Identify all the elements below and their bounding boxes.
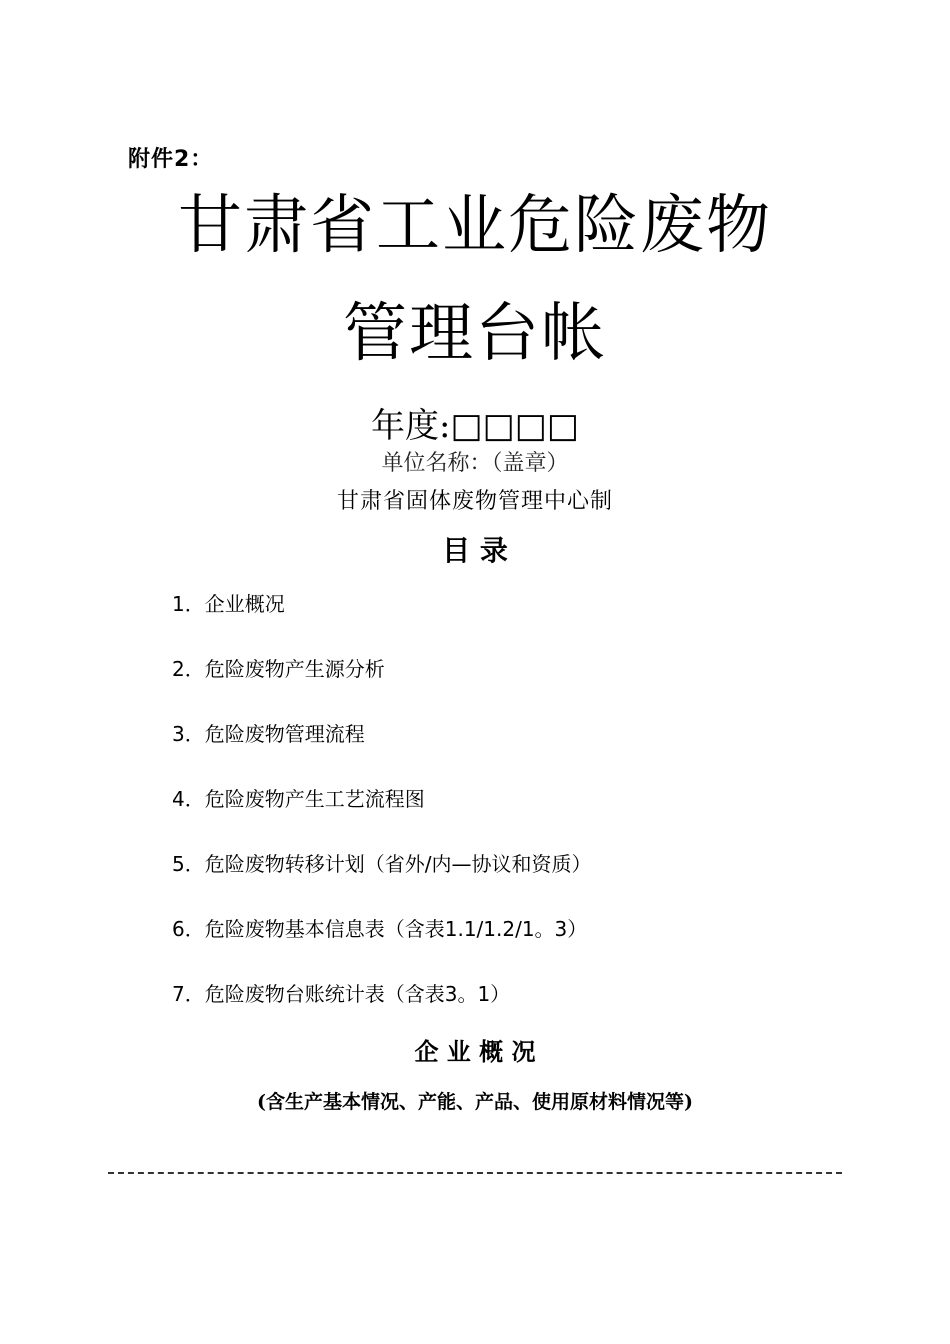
toc-item-label: 危险废物转移计划（省外/内—协议和资质）: [204, 852, 592, 876]
document-title-line-1: 甘肃省工业危险废物: [178, 189, 772, 263]
toc-item-label: 企业概况: [204, 592, 285, 616]
toc-item: [172, 657, 591, 722]
toc-item-label: 危险废物产生工艺流程图: [204, 787, 425, 811]
toc-item-number: 7．: [172, 982, 205, 1006]
toc-item-label: 危险废物产生源分析: [204, 657, 385, 681]
toc-item: [172, 917, 591, 982]
toc-list: [172, 592, 591, 1047]
toc-item-number: 1．: [172, 592, 205, 616]
toc-item: [172, 722, 591, 787]
toc-item-number: 4．: [172, 787, 205, 811]
unit-name-field: 单位名称：（盖章）: [381, 451, 569, 476]
toc-heading: 目 录: [442, 534, 508, 567]
issuer-line: 甘肃省固体废物管理中心制: [336, 489, 613, 514]
toc-item-number: 3．: [172, 722, 205, 746]
document-title-line-2: 管理台帐: [343, 297, 607, 371]
year-field: 年度:□□□□: [371, 406, 579, 446]
section-subtitle: (含生产基本情况、产能、产品、使用原材料情况等): [257, 1091, 693, 1113]
toc-item-label: 危险废物台账统计表（含表3。1）: [204, 982, 511, 1006]
toc-item-label: 危险废物基本信息表（含表1.1/1.2/1。3）: [204, 917, 588, 941]
toc-item: [172, 787, 591, 852]
toc-item: [172, 852, 591, 917]
attachment-label: 附件2：: [128, 147, 214, 172]
toc-item-number: 2．: [172, 657, 205, 681]
toc-item-label: 危险废物管理流程: [204, 722, 365, 746]
toc-item-number: 5．: [172, 852, 205, 876]
toc-item: [172, 592, 591, 657]
section-title: 企 业 概 况: [414, 1037, 536, 1066]
toc-item-number: 6．: [172, 917, 205, 941]
dashed-divider: [108, 1172, 842, 1174]
